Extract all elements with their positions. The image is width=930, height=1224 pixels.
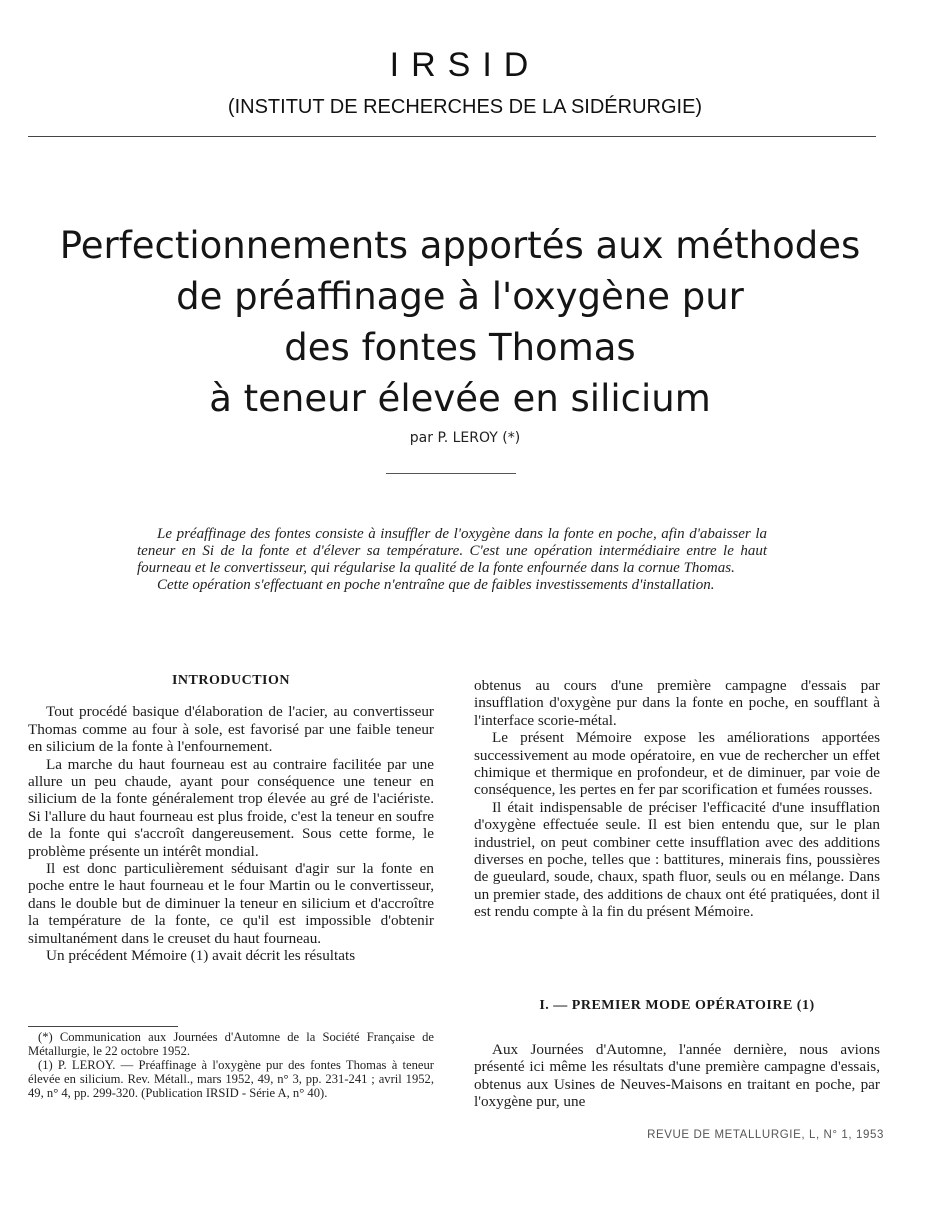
footnotes	[28, 1030, 434, 1100]
body-paragraph: Tout procédé basique d'élaboration de l'acier, au convertisseur Thomas comme au four à sole, est favorisé par une faible teneur en silicium de la fonte à l'enfournement.	[28, 703, 434, 756]
section-1-text	[474, 1041, 880, 1111]
left-column	[28, 672, 434, 965]
byline-rule	[386, 473, 516, 474]
title-line: des fontes Thomas	[284, 326, 636, 369]
body-paragraph: Il est donc particulièrement séduisant d'agir sur la fonte en poche entre le haut fourneau et le four Martin ou le convertisseur, dans le double but de diminuer la teneur en silicium et d'accroître la température de la fonte, ce qu'il est impossible d'obtenir simultanément dans le creuset du haut fourneau.	[28, 860, 434, 947]
title-line: à teneur élevée en silicium	[209, 377, 711, 420]
footnote-rule	[28, 1026, 178, 1027]
footnote: (1) P. LEROY. — Préaffinage à l'oxygène pur des fontes Thomas à teneur élevée en silicium. Rev. Métall., mars 1952, 49, n° 3, pp. 231-241 ; avril 1952, 49, n° 4, pp. 299-320. (Publication IRSID - Série A, n° 40).	[28, 1058, 434, 1100]
title-line: Perfectionnements apportés aux méthodes	[59, 224, 861, 267]
article-title	[20, 220, 900, 424]
introduction-heading: INTRODUCTION	[171, 673, 290, 688]
title-line: de préaffinage à l'oxygène pur	[176, 275, 744, 318]
body-paragraph: La marche du haut fourneau est au contraire facilitée par une allure un peu chaude, ayant pour conséquence une teneur en silicium de la fonte généralement trop élevée au gré de l'aciériste. Si l'allure du haut fourneau est plus froide, c'est la teneur en soufre de la fonte qui s'accroît dangereusement. Sous cette forme, le problème présente un intérêt mondial.	[28, 755, 434, 860]
abstract	[137, 526, 767, 594]
body-paragraph: obtenus au cours d'une première campagne d'essais par insufflation d'oxygène pur dans la fonte en poche, en soufflant à l'interface scorie-métal.	[474, 677, 880, 729]
journal-footer: REVUE DE METALLURGIE, L, N° 1, 1953	[647, 1129, 884, 1141]
body-paragraph: Un précédent Mémoire (1) avait décrit les résultats	[46, 947, 356, 965]
body-paragraph: Le présent Mémoire expose les améliorations apportées successivement au mode opératoire, en vue de rechercher un effet chimique et thermique en profondeur, et de diminuer, par voie de conséquence, les pertes en fer par scorification et fumées rousses.	[474, 729, 880, 799]
right-column	[474, 677, 880, 921]
section-1-heading: I. — PREMIER MODE OPÉRATOIRE (1)	[539, 998, 815, 1013]
footnote: (*) Communication aux Journées d'Automne de la Société Française de Métallurgie, le 22 octobre 1952.	[28, 1030, 434, 1058]
abstract-paragraph: Cette opération s'effectuant en poche n'entraîne que de faibles investissements d'installation.	[157, 577, 715, 593]
body-paragraph: Aux Journées d'Automne, l'année dernière, nous avions présenté ici même les résultats d'une première campagne d'essais, obtenus aux Usines de Neuves-Maisons en traitant en poche, par l'oxygène pur, une	[474, 1041, 880, 1111]
abstract-paragraph: Le préaffinage des fontes consiste à insuffler de l'oxygène dans la fonte en poche, afin d'abaisser la teneur en Si de la fonte et d'élever sa température. C'est une opération intermédiaire entre le haut fourneau et le convertisseur, qui régularise la qualité de la fonte enfournée dans la cornue Thomas.	[137, 526, 767, 576]
organization-name: IRSID	[389, 46, 541, 84]
author-byline: par P. LEROY (*)	[409, 430, 521, 446]
header-rule	[28, 136, 876, 137]
body-paragraph: Il était indispensable de préciser l'efficacité d'une insufflation d'oxygène effectuée seule. Il est bien entendu que, sur le plan industriel, on peut combiner cette insufflation avec des additions diverses en poche, telles que : battitures, minerais fins, poussières de gueulard, soude, chaux, spath fluor, seuls ou en mélange. Dans un premier stade, des additions de chaux ont été pratiquées, dont il est rendu compte à la fin du présent Mémoire.	[474, 798, 880, 921]
organization-full-name: (INSTITUT DE RECHERCHES DE LA SIDÉRURGIE)	[227, 96, 703, 118]
